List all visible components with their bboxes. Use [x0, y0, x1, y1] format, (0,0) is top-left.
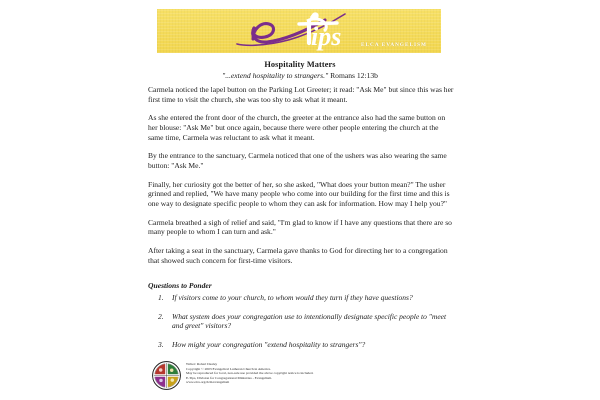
scripture-line — [0, 71, 600, 81]
question-item — [148, 293, 454, 303]
question-number: 2. — [158, 311, 164, 321]
footer — [152, 361, 452, 390]
footer-line-reproduction: May be reproduced for local, non-sale use provided the above copyright notice is included. — [186, 371, 314, 375]
paragraph: As she entered the front door of the church, the greeter at the entrance also had the same button on her blouse: "Ask Me" but once again, because there were other people entering the church at the same time, Carmela was reluctant to ask what it meant. — [148, 113, 446, 142]
paragraph: By the entrance to the sanctuary, Carmela noticed that one of the ushers was also wearing the same button: "Ask Me." — [148, 151, 447, 170]
question-number: 3. — [158, 340, 164, 350]
question-text: What system does your congregation use to intentionally designate specific people to "meet and greet" visitors? — [172, 311, 447, 331]
scripture-quote: "...extend hospitality to strangers." — [222, 71, 329, 80]
questions-section — [148, 281, 454, 359]
footer-line-brand: E-Tips, Division for Congregational Ministries - Evangelism. — [186, 375, 273, 380]
paragraph: Carmela breathed a sigh of relief and said, "I'm glad to know if I have any questions that there are so many people to whom I can turn and ask." — [148, 217, 452, 237]
paragraph: Finally, her curiosity got the better of her, so she asked, "What does your button mean?" The usher grinned and replied, "We have many people who come into our building for the first time and this is one way to designate specific people to whom they can ask for information. How may I help you?" — [148, 179, 450, 208]
questions-list — [148, 293, 454, 350]
question-text: How might your congregation "extend hospitality to strangers"? — [172, 340, 366, 350]
masthead-banner — [157, 9, 441, 53]
questions-heading: Questions to Ponder — [148, 281, 212, 290]
scripture-reference: Romans 12:13b — [330, 71, 378, 80]
footer-line-copyright: Copyright © 2003 Evangelical Lutheran Church in America. — [186, 366, 271, 371]
footer-text — [186, 361, 313, 385]
question-number: 1. — [158, 292, 164, 302]
question-text: If visitors come to your church, to whom would they turn if they have questions? — [172, 292, 413, 302]
svg-text:ips: ips — [311, 22, 342, 51]
logo-wordmark: ELCA EVANGELISM — [361, 42, 427, 48]
question-item — [148, 340, 454, 350]
footer-line-writer: Writer: Robert Dealey — [186, 362, 218, 366]
paragraph: Carmela noticed the lapel button on the Parking Lot Greeter; it read: "Ask Me" but since this was her first time to visit the church, she was too shy to ask what it meant. — [148, 85, 454, 104]
question-item — [148, 312, 454, 331]
body-copy — [148, 85, 454, 274]
footer-line-url[interactable]: www.elca.org/dcm/evangelism — [186, 380, 230, 384]
title-block — [0, 60, 600, 81]
paragraph: After taking a seat in the sanctuary, Carmela gave thanks to God for directing her to a congregation that showed such concern for first-time visitors. — [148, 246, 448, 265]
page-title: Hospitality Matters — [264, 60, 336, 69]
elca-seal — [152, 361, 181, 390]
